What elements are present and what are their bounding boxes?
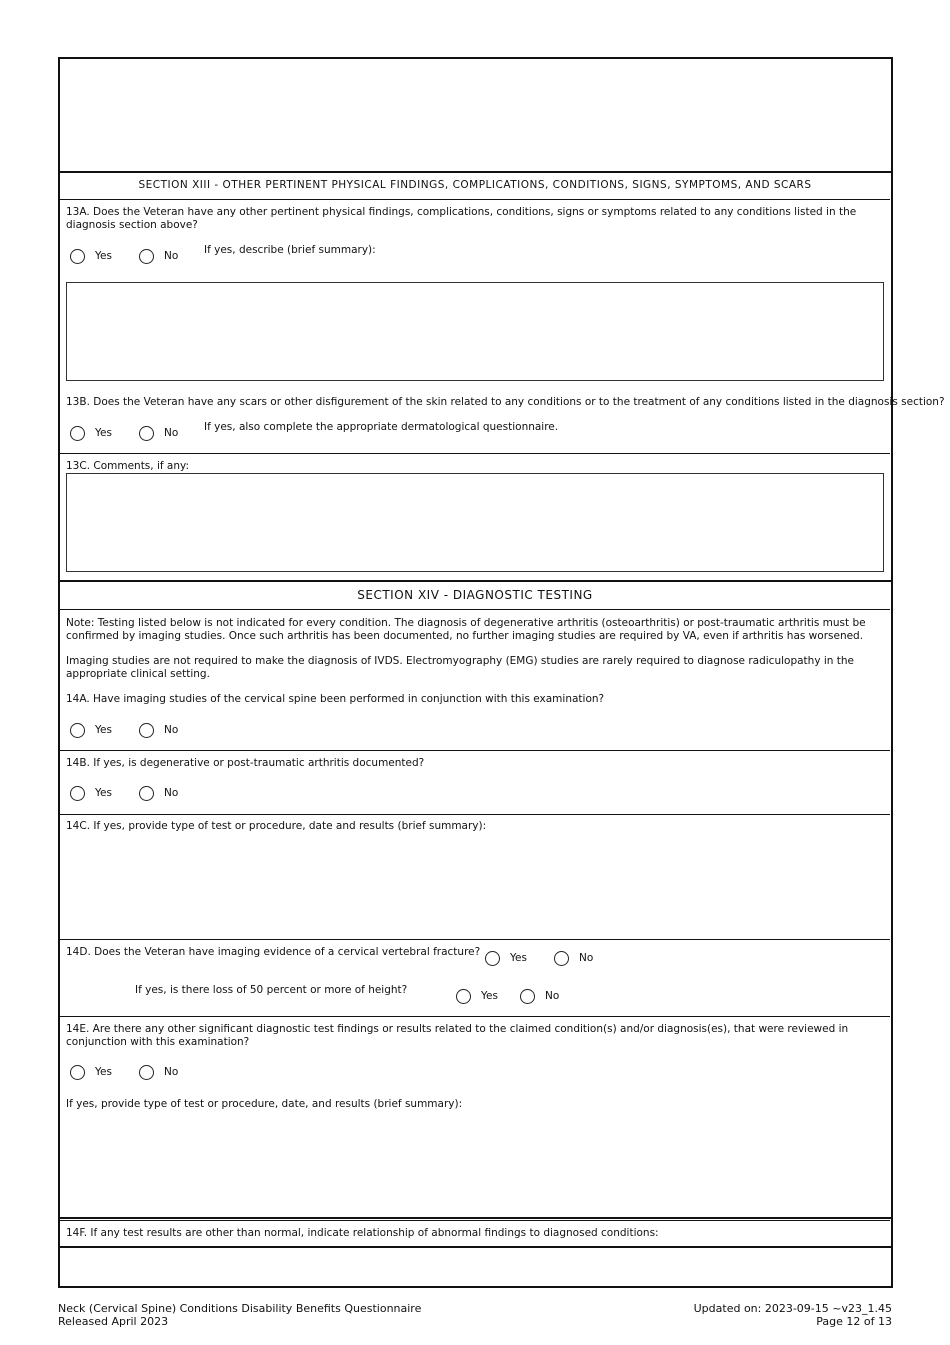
q13b-no-label: No — [164, 427, 179, 439]
q14d-sub-no-label: No — [545, 990, 560, 1002]
q14e-no-radio[interactable] — [139, 1065, 154, 1080]
q13a-yes-label: Yes — [95, 250, 112, 262]
divider — [58, 171, 892, 173]
q13a-summary-field[interactable] — [66, 282, 884, 381]
divider — [58, 580, 892, 582]
question-13a: 13A. Does the Veteran have any other pertinent physical findings, complications, conditions, signs or symptoms related to any conditions listed in the diagnosis section above? — [66, 206, 857, 231]
q14d-yes-radio[interactable] — [485, 951, 500, 966]
divider — [60, 1016, 890, 1017]
question-14d: 14D. Does the Veteran have imaging evidence of a cervical vertebral fracture? — [66, 946, 481, 958]
q14e-provide-label: If yes, provide type of test or procedure, date, and results (brief summary): — [66, 1098, 463, 1110]
divider — [60, 609, 890, 610]
question-14e: 14E. Are there any other significant diagnostic test findings or results related to the claimed condition(s) and/or diagnosis(es), that were reviewed in conjunction with this examination? — [66, 1023, 849, 1048]
q14e-no-label: No — [164, 1066, 179, 1078]
divider — [60, 199, 890, 200]
q14d-no-radio[interactable] — [554, 951, 569, 966]
divider — [60, 1220, 890, 1221]
q14d-sub-yes-radio[interactable] — [456, 989, 471, 1004]
question-14f: 14F. If any test results are other than normal, indicate relationship of abnormal findings to diagnosed conditions: — [66, 1227, 659, 1239]
q13a-yes-radio[interactable] — [70, 249, 85, 264]
divider — [58, 1246, 892, 1248]
question-13b: 13B. Does the Veteran have any scars or other disfigurement of the skin related to any conditions or to the treatment of any conditions listed in the diagnosis section? — [66, 396, 945, 408]
q13a-no-radio[interactable] — [139, 249, 154, 264]
divider — [58, 1217, 892, 1219]
q14b-no-label: No — [164, 787, 179, 799]
q14a-no-radio[interactable] — [139, 723, 154, 738]
divider — [60, 814, 890, 815]
q13b-note: If yes, also complete the appropriate dermatological questionnaire. — [204, 421, 559, 433]
question-13c: 13C. Comments, if any: — [66, 460, 189, 472]
section-14-note-2: Imaging studies are not required to make the diagnosis of IVDS. Electromyography (EMG) studies are rarely required to diagnose radiculopathy in the appropriate clinical setting. — [66, 655, 855, 680]
divider — [60, 939, 890, 940]
footer-form-title: Neck (Cervical Spine) Conditions Disability Benefits Questionnaire — [58, 1302, 422, 1315]
question-14d-sub: If yes, is there loss of 50 percent or more of height? — [135, 984, 408, 996]
q14b-yes-label: Yes — [95, 787, 112, 799]
q14d-sub-no-radio[interactable] — [520, 989, 535, 1004]
q13c-comments-field[interactable] — [66, 473, 884, 572]
divider — [60, 750, 890, 751]
question-14c: 14C. If yes, provide type of test or procedure, date and results (brief summary): — [66, 820, 487, 832]
section-13-title: SECTION XIII - OTHER PERTINENT PHYSICAL FINDINGS, COMPLICATIONS, CONDITIONS, SIGNS, SYMPTOMS, AND SCARS — [138, 179, 812, 191]
q14b-no-radio[interactable] — [139, 786, 154, 801]
section-14-title: SECTION XIV - DIAGNOSTIC TESTING — [357, 588, 593, 602]
q13b-yes-radio[interactable] — [70, 426, 85, 441]
q13b-yes-label: Yes — [95, 427, 112, 439]
section-14-note-1: Note: Testing listed below is not indicated for every condition. The diagnosis of degenerative arthritis (osteoarthritis) or post-traumatic arthritis must be confirmed by imaging studies. Once such arthritis has been documented, no further imaging studies are required by VA, even if arthritis has worsened. — [66, 617, 866, 642]
divider — [60, 453, 890, 454]
q13b-no-radio[interactable] — [139, 426, 154, 441]
q14a-no-label: No — [164, 724, 179, 736]
q14d-no-label: No — [579, 952, 594, 964]
q14d-yes-label: Yes — [510, 952, 527, 964]
footer-released: Released April 2023 — [58, 1315, 169, 1328]
footer-page-number: Page 12 of 13 — [816, 1315, 892, 1328]
q14d-sub-yes-label: Yes — [481, 990, 498, 1002]
question-14a: 14A. Have imaging studies of the cervical spine been performed in conjunction with this examination? — [66, 693, 605, 705]
q14e-yes-label: Yes — [95, 1066, 112, 1078]
q14a-yes-label: Yes — [95, 724, 112, 736]
q13a-no-label: No — [164, 250, 179, 262]
q14b-yes-radio[interactable] — [70, 786, 85, 801]
footer-updated: Updated on: 2023-09-15 ~v23_1.45 — [693, 1302, 892, 1315]
question-14b: 14B. If yes, is degenerative or post-traumatic arthritis documented? — [66, 757, 425, 769]
q14e-yes-radio[interactable] — [70, 1065, 85, 1080]
q14a-yes-radio[interactable] — [70, 723, 85, 738]
q13a-describe-label: If yes, describe (brief summary): — [204, 244, 376, 256]
